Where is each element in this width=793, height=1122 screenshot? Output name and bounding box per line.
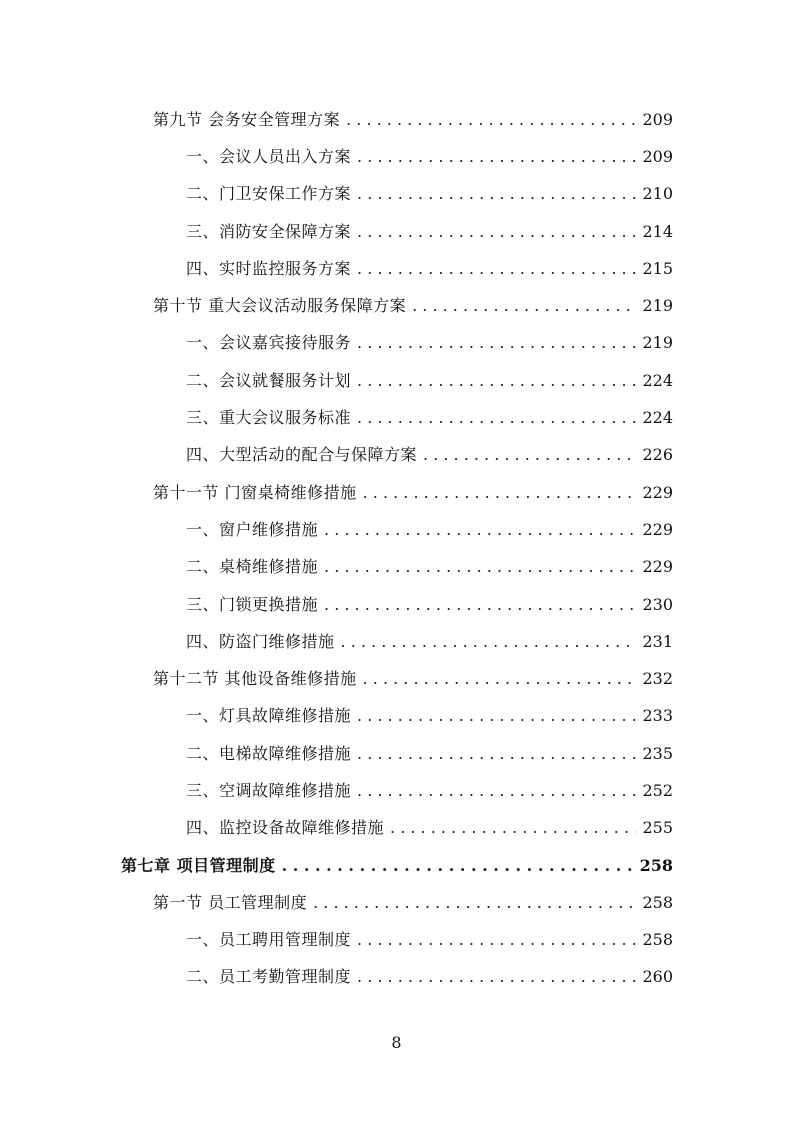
- dot-leader: [341, 634, 637, 650]
- dot-leader: [324, 597, 636, 613]
- dot-leader: [357, 746, 636, 762]
- toc-entry[interactable]: [0, 101, 793, 138]
- toc-entry-page: 229: [642, 482, 673, 502]
- dot-leader: [324, 559, 636, 575]
- toc-entry-title: 第十节 重大会议活动服务保障方案: [153, 296, 407, 316]
- toc-entry-page: 210: [642, 184, 673, 204]
- toc-entry-page: 260: [642, 967, 673, 987]
- toc-entry[interactable]: [0, 511, 793, 548]
- dot-leader: [357, 932, 636, 948]
- toc-entry-title: 一、会议人员出入方案: [186, 146, 352, 166]
- toc-entry-page: 224: [642, 370, 673, 390]
- toc-entry-title: 第一节 员工管理制度: [153, 892, 308, 912]
- toc-entry-title: 二、桌椅维修措施: [186, 557, 319, 577]
- toc-entry-title: 一、灯具故障维修措施: [186, 706, 352, 726]
- dot-leader: [357, 969, 636, 985]
- dot-leader: [363, 485, 637, 501]
- toc-entry[interactable]: [0, 772, 793, 809]
- toc-entry[interactable]: [0, 399, 793, 436]
- toc-entry-page: 229: [642, 519, 673, 539]
- toc-entry-title: 二、门卫安保工作方案: [186, 184, 352, 204]
- dot-leader: [357, 410, 636, 426]
- toc-entry-page: 229: [642, 557, 673, 577]
- toc-entry-page: 231: [642, 631, 673, 651]
- toc-entry-page: 258: [642, 930, 673, 950]
- toc-entry-page: 215: [642, 258, 673, 278]
- toc-entry-title: 二、电梯故障维修措施: [186, 743, 352, 763]
- toc-entry[interactable]: [0, 660, 793, 697]
- toc-entry-page: 214: [642, 221, 673, 241]
- toc-entry-page: 219: [642, 296, 673, 316]
- toc-entry-title: 第七章 项目管理制度: [121, 855, 276, 875]
- dot-leader: [313, 895, 636, 911]
- toc-entry-page: 235: [642, 743, 673, 763]
- toc-entry-title: 第九节 会务安全管理方案: [153, 109, 341, 129]
- toc-entry[interactable]: [0, 549, 793, 586]
- toc-entry[interactable]: [0, 959, 793, 996]
- toc-entry[interactable]: [0, 698, 793, 735]
- toc-entry-title: 四、大型活动的配合与保障方案: [186, 445, 418, 465]
- dot-leader: [357, 186, 636, 202]
- toc-entry[interactable]: [0, 287, 793, 324]
- dot-leader: [357, 224, 636, 240]
- toc-entry[interactable]: [0, 810, 793, 847]
- toc-entry-page: 232: [642, 669, 673, 689]
- dot-leader: [357, 149, 636, 165]
- toc-entry[interactable]: [0, 474, 793, 511]
- toc-entry-page: 252: [642, 780, 673, 800]
- dot-leader: [357, 783, 636, 799]
- toc-entry-title: 三、消防安全保障方案: [186, 221, 352, 241]
- toc-entry-page: 255: [642, 818, 673, 838]
- dot-leader: [357, 335, 636, 351]
- toc-entry-page: 258: [642, 892, 673, 912]
- toc-entry-page: 226: [642, 445, 673, 465]
- toc-entry-page: 258: [639, 855, 673, 875]
- dot-leader: [363, 671, 637, 687]
- page-number: 8: [391, 1033, 402, 1052]
- toc-entry-title: 三、空调故障维修措施: [186, 780, 352, 800]
- toc-entry[interactable]: [0, 250, 793, 287]
- dot-leader: [357, 373, 636, 389]
- toc-entry-title: 第十二节 其他设备维修措施: [153, 669, 357, 689]
- toc-entry-title: 一、会议嘉宾接待服务: [186, 333, 352, 353]
- toc-entry[interactable]: [0, 325, 793, 362]
- toc-entry-title: 四、实时监控服务方案: [186, 258, 352, 278]
- toc-chapter-entry[interactable]: [0, 847, 793, 884]
- toc-entry[interactable]: [0, 922, 793, 959]
- table-of-contents: [0, 101, 793, 996]
- toc-entry-page: 219: [642, 333, 673, 353]
- dot-leader: [412, 298, 636, 314]
- toc-entry[interactable]: [0, 735, 793, 772]
- dot-leader: [423, 447, 636, 463]
- toc-entry[interactable]: [0, 138, 793, 175]
- toc-entry-title: 一、员工聘用管理制度: [186, 930, 352, 950]
- dot-leader: [324, 522, 636, 538]
- dot-leader: [282, 858, 634, 874]
- toc-entry-page: 209: [642, 109, 673, 129]
- dot-leader: [357, 261, 636, 277]
- toc-entry-page: 230: [642, 594, 673, 614]
- toc-entry-page: 233: [642, 706, 673, 726]
- toc-entry-title: 二、员工考勤管理制度: [186, 967, 352, 987]
- toc-entry-page: 209: [642, 146, 673, 166]
- toc-entry-title: 三、门锁更换措施: [186, 594, 319, 614]
- toc-entry[interactable]: [0, 213, 793, 250]
- toc-entry[interactable]: [0, 437, 793, 474]
- toc-entry[interactable]: [0, 176, 793, 213]
- dot-leader: [390, 820, 636, 836]
- toc-entry-title: 第十一节 门窗桌椅维修措施: [153, 482, 357, 502]
- toc-entry-title: 四、监控设备故障维修措施: [186, 818, 385, 838]
- toc-entry[interactable]: [0, 586, 793, 623]
- toc-entry-page: 224: [642, 408, 673, 428]
- toc-entry-title: 四、防盗门维修措施: [186, 631, 335, 651]
- toc-entry-title: 一、窗户维修措施: [186, 519, 319, 539]
- toc-entry[interactable]: [0, 362, 793, 399]
- dot-leader: [346, 112, 636, 128]
- dot-leader: [357, 708, 636, 724]
- toc-entry-title: 二、会议就餐服务计划: [186, 370, 352, 390]
- toc-entry[interactable]: [0, 623, 793, 660]
- toc-entry[interactable]: [0, 884, 793, 921]
- toc-entry-title: 三、重大会议服务标准: [186, 408, 352, 428]
